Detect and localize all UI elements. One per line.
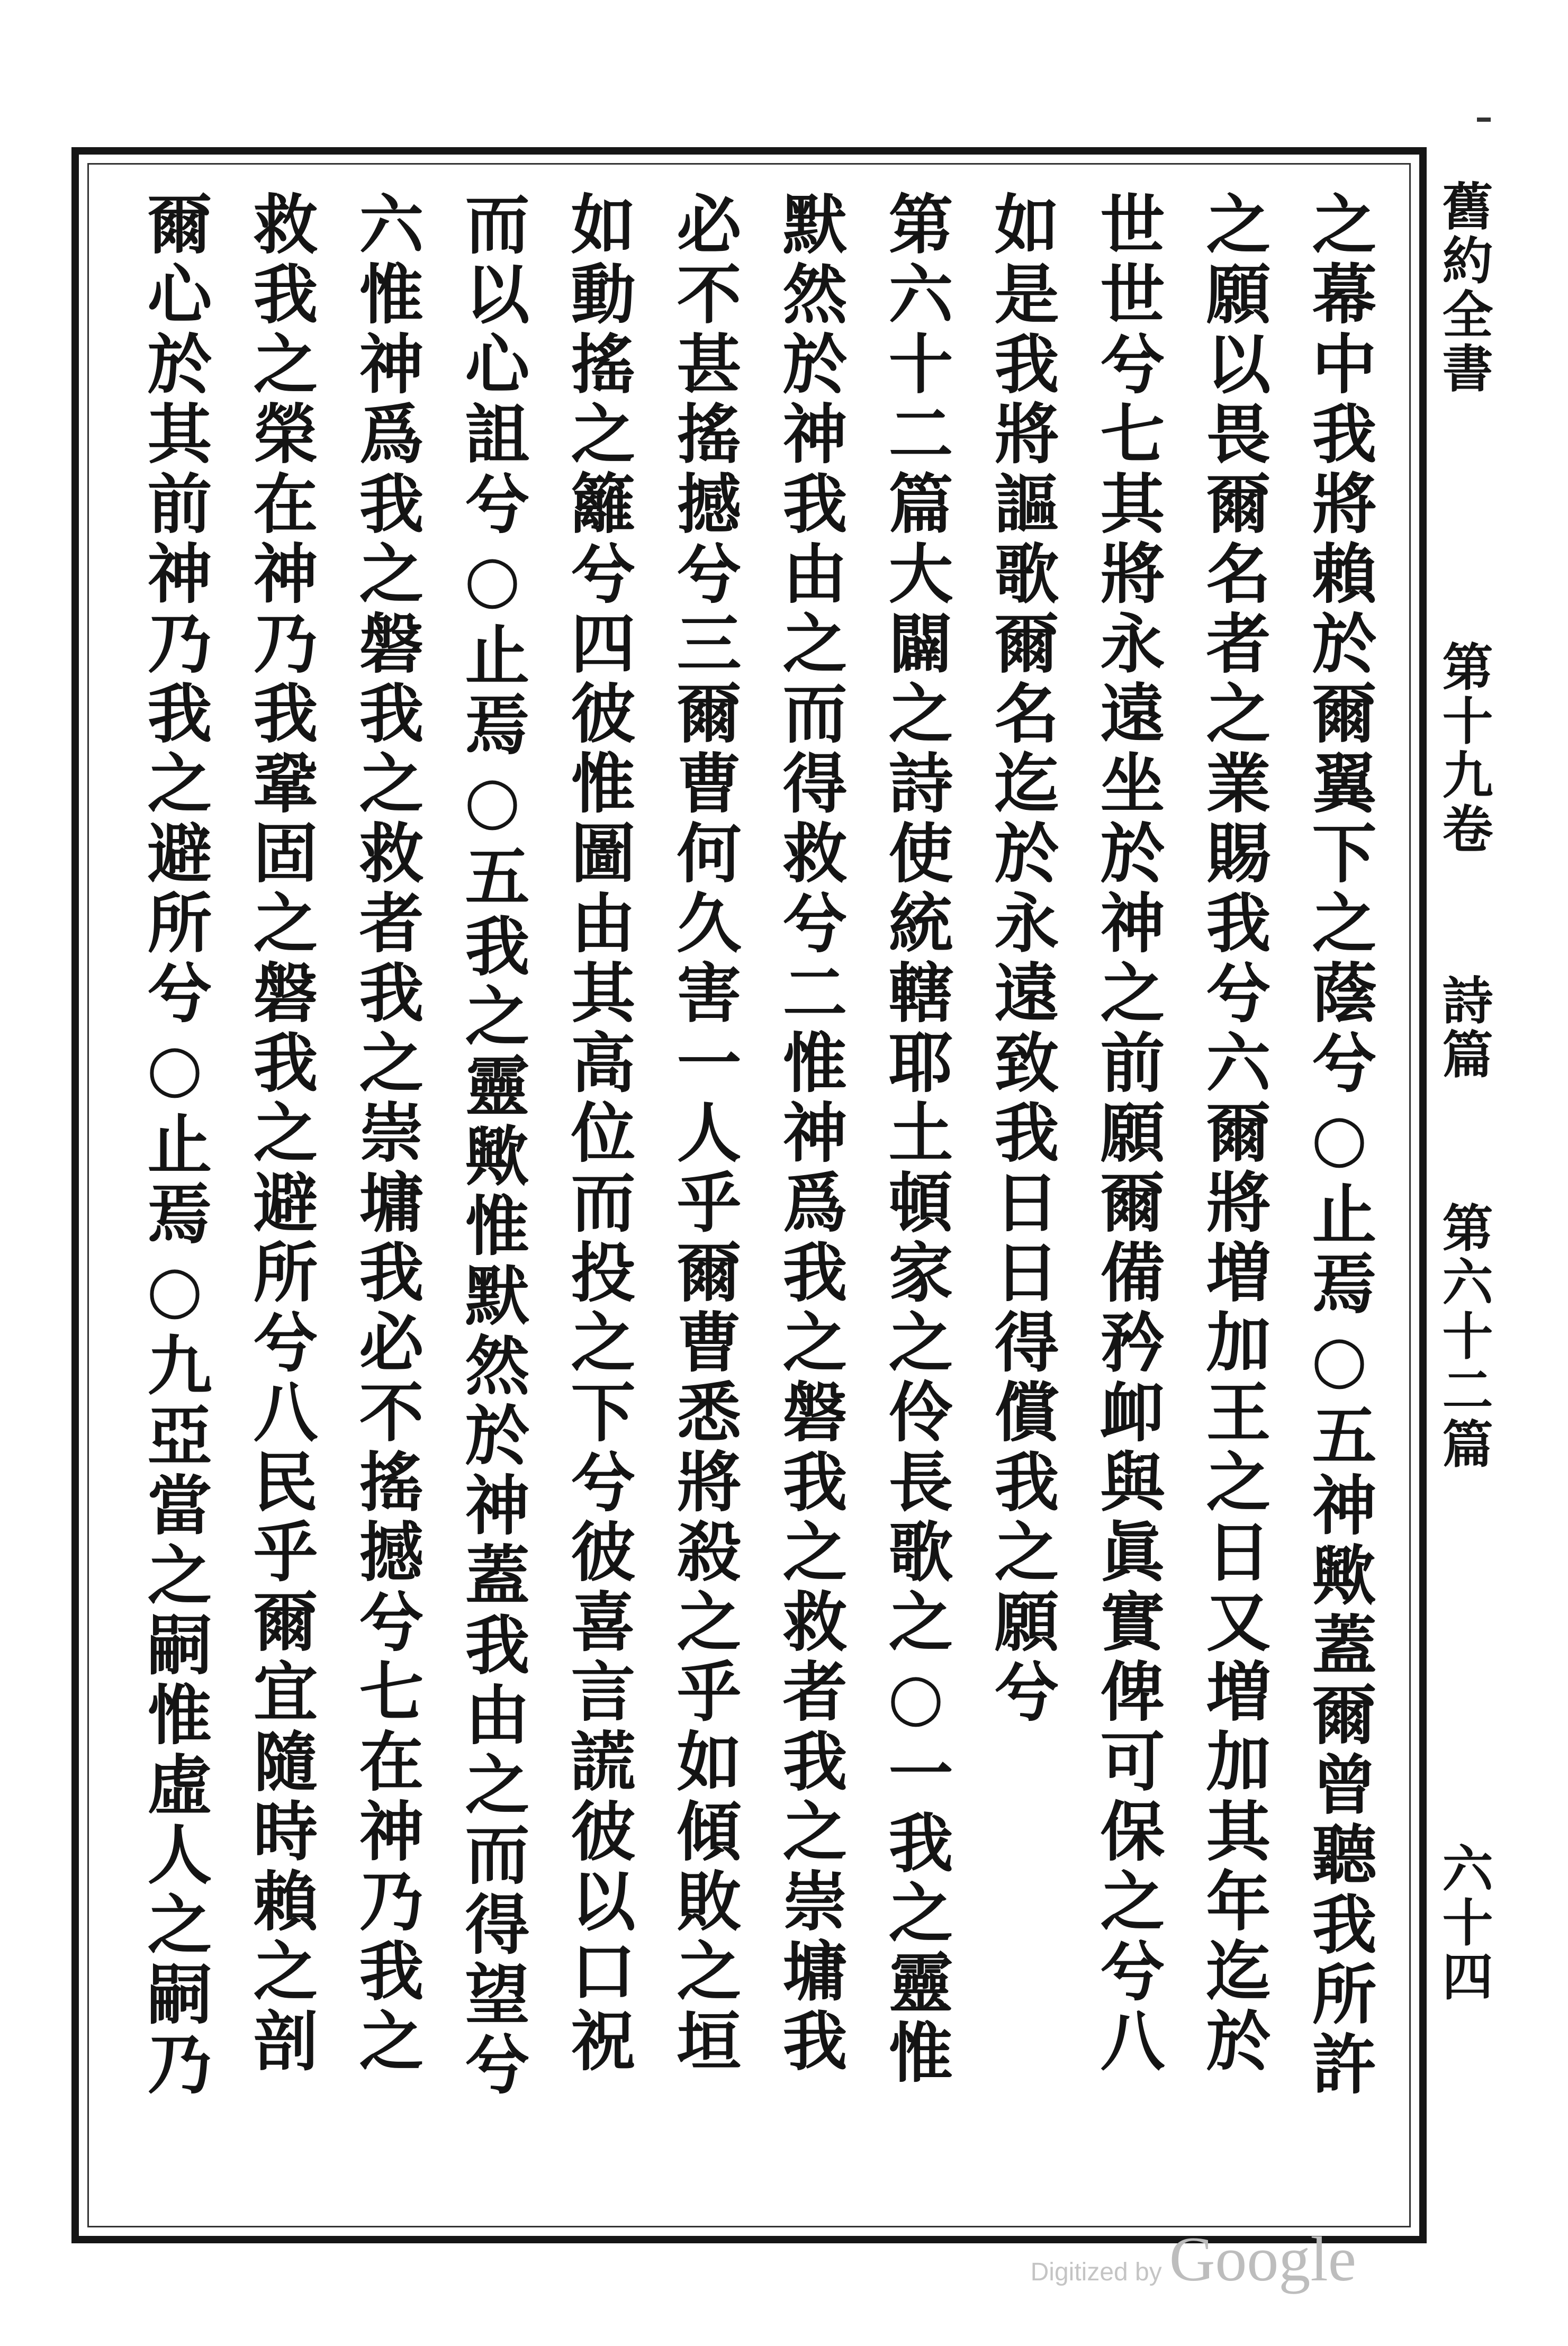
text-column-9: 而以心詛兮○止焉○五我之靈歟惟默然於神蓋我由之而得望兮	[454, 191, 530, 2100]
text-column-6: 默然於神我由之而得救兮二惟神爲我之磐我之救者我之崇墉我	[772, 191, 848, 2077]
google-logo: Google	[1169, 2224, 1356, 2294]
text-column-4: 如是我將謳歌爾名迄於永遠致我日日得償我之願兮	[984, 191, 1060, 1728]
watermark-prefix: Digitized by	[1030, 2258, 1162, 2286]
text-column-5: 第六十二篇大闢之詩使統轄耶土頓家之伶長歌之○一我之靈惟	[878, 191, 954, 2089]
running-header	[1424, 180, 1503, 2139]
text-column-10: 六惟神爲我之磐我之救者我之崇墉我必不搖撼兮七在神乃我之	[348, 191, 425, 2077]
volume-label: 第十九卷	[1434, 640, 1494, 856]
text-column-7: 必不甚搖撼兮三爾曹何久害一人乎爾曹悉將殺之乎如傾敗之垣	[666, 191, 742, 2077]
book-name: 詩篇	[1434, 974, 1494, 1082]
ink-mark	[1477, 118, 1491, 122]
text-column-8: 如動搖之籬兮四彼惟圖由其高位而投之下兮彼喜言謊彼以口祝	[560, 191, 636, 2077]
text-column-1: 之幕中我將賴於爾翼下之蔭兮○止焉○五神歟蓋爾曾聽我所許	[1301, 191, 1377, 2100]
scripture-text	[111, 191, 1392, 2218]
text-column-12: 爾心於其前神乃我之避所兮○止焉○九亞當之嗣惟虛人之嗣乃	[137, 191, 213, 2100]
text-column-3: 世世兮七其將永遠坐於神之前願爾備矜卹與眞實俾可保之兮八	[1089, 191, 1166, 2077]
text-column-2: 之願以畏爾名者之業賜我兮六爾將増加王之日又増加其年迄於	[1195, 191, 1272, 2077]
text-column-11: 救我之榮在神乃我鞏固之磐我之避所兮八民乎爾宜隨時賴之剖	[242, 191, 319, 2077]
book-title: 舊約全書	[1434, 180, 1494, 396]
page-number: 六十四	[1434, 1842, 1494, 2004]
digitized-watermark	[1031, 2223, 1356, 2296]
chapter-label: 第六十二篇	[1434, 1202, 1494, 1472]
